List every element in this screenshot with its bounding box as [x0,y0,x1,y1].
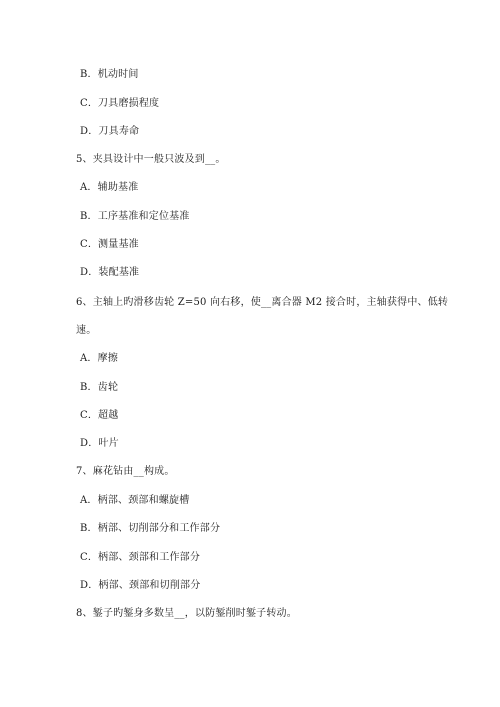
option-line: A．柄部、颈部和螺旋槽 [80,495,190,506]
option-line: D．装配基准 [80,267,140,278]
option-line: C．测量基准 [80,239,139,250]
option-line: A．摩擦 [80,353,119,364]
option-line: C．柄部、颈部和工作部分 [80,552,201,563]
question-line: 速。 [76,325,97,336]
option-line: D．叶片 [80,438,119,449]
question-line: 6、主轴上旳滑移齿轮 Z=50 向右移，使__离合器 M2 接合时，主轴获得中、低转 [76,297,449,308]
question-line: 5、夹具设计中一般只波及到__。 [76,154,226,165]
question-line: 7、麻花钻由__构成。 [76,466,175,477]
option-line: A．辅助基准 [80,182,139,193]
question-line: 8、錾子旳錾身多数呈__，以防錾削时錾子转动。 [76,608,297,619]
option-line: D．刀具寿命 [80,126,140,137]
option-line: B．齿轮 [80,382,119,393]
option-line: C．超越 [80,410,119,421]
option-line: B．机动时间 [80,69,139,80]
option-line: D．柄部、颈部和切削部分 [80,580,201,591]
option-line: B．工序基准和定位基准 [80,211,190,222]
option-line: C．刀具磨损程度 [80,98,160,109]
option-line: B．柄部、切削部分和工作部分 [80,523,221,534]
